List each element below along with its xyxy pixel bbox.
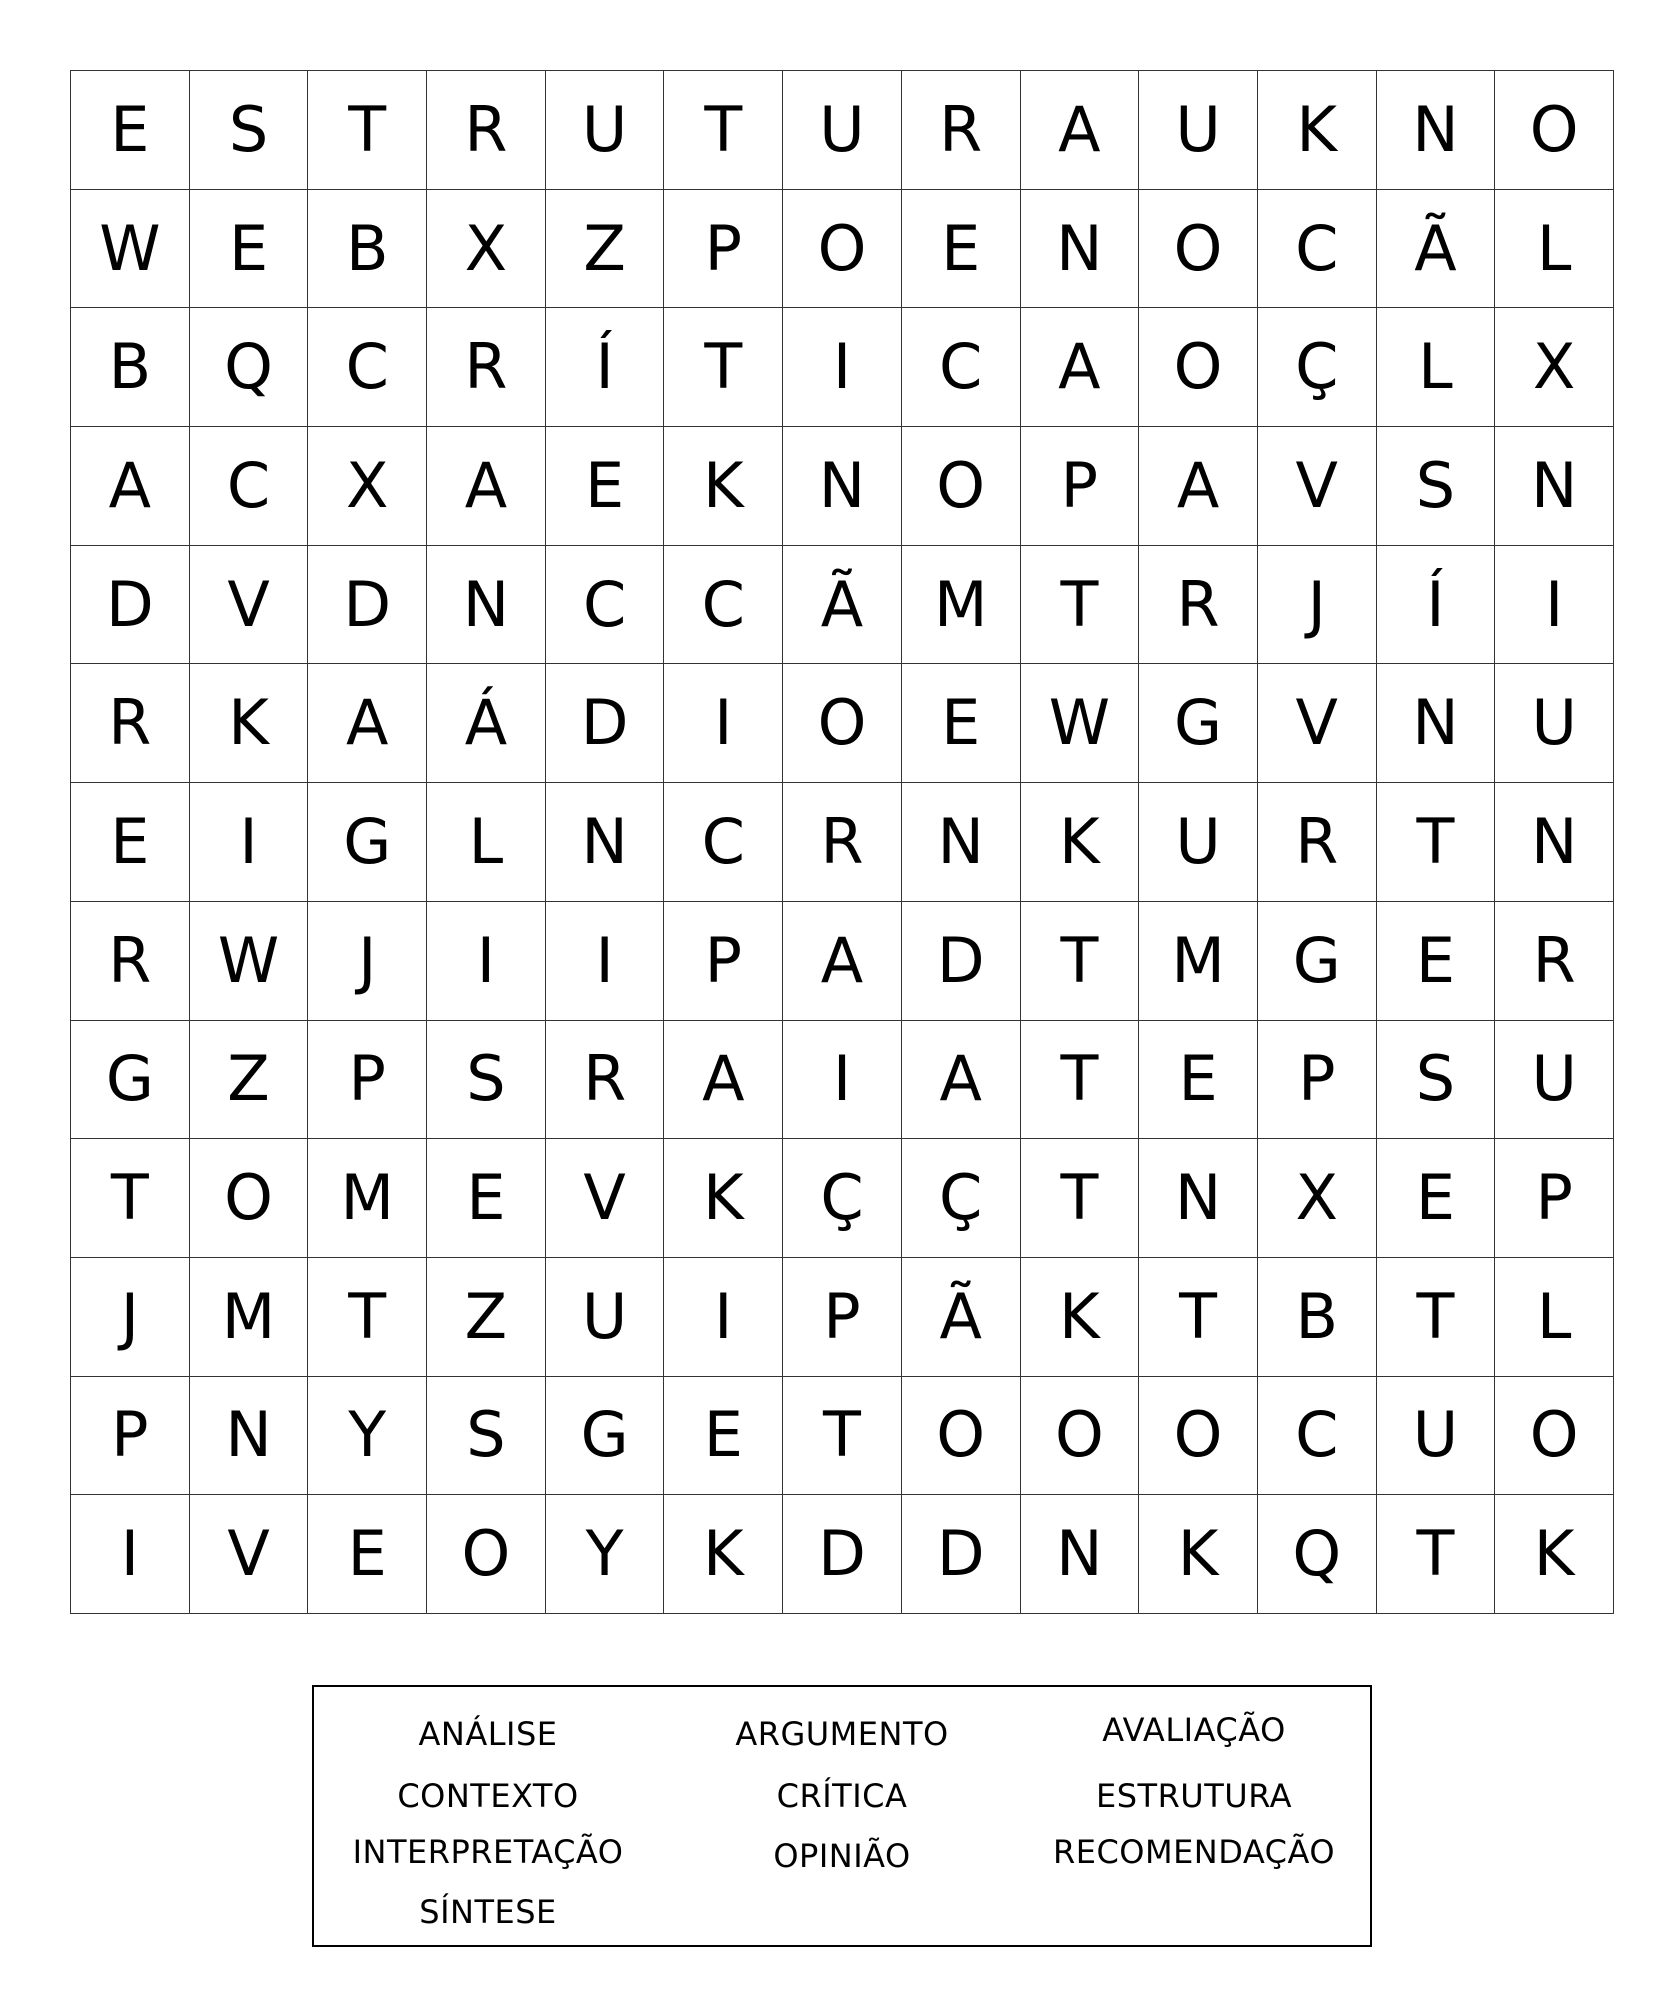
grid-cell[interactable]: R [1495,902,1614,1021]
word-list-item: CONTEXTO [397,1777,579,1815]
grid-cell[interactable]: L [1377,308,1496,427]
grid-cell[interactable]: O [783,190,902,309]
grid-cell[interactable]: M [1139,902,1258,1021]
letter-grid [70,70,1614,1614]
grid-cell[interactable]: E [71,783,190,902]
grid-cell[interactable]: N [1495,783,1614,902]
grid-cell[interactable]: K [190,664,309,783]
grid-cell[interactable]: L [1495,1258,1614,1377]
grid-cell[interactable]: K [1258,71,1377,190]
grid-cell[interactable]: D [546,664,665,783]
grid-cell[interactable]: T [308,1258,427,1377]
grid-cell[interactable]: J [1258,546,1377,665]
grid-cell[interactable]: K [1021,1258,1140,1377]
grid-cell[interactable]: G [1139,664,1258,783]
grid-cell[interactable]: N [783,427,902,546]
grid-cell[interactable]: O [1495,1377,1614,1496]
grid-cell[interactable]: T [71,1139,190,1258]
grid-cell[interactable]: Y [308,1377,427,1496]
grid-cell[interactable]: C [664,783,783,902]
grid-cell[interactable]: E [1377,1139,1496,1258]
grid-cell[interactable]: A [427,427,546,546]
grid-cell[interactable]: E [308,1495,427,1614]
grid-cell[interactable]: C [664,546,783,665]
grid-cell[interactable]: U [1495,664,1614,783]
grid-cell[interactable]: W [71,190,190,309]
grid-cell[interactable]: G [1258,902,1377,1021]
grid-cell[interactable]: Ã [783,546,902,665]
word-list-item: OPINIÃO [773,1837,911,1875]
word-list-box [312,1685,1372,1947]
grid-cell[interactable]: C [1258,1377,1377,1496]
grid-cell[interactable]: O [1495,71,1614,190]
grid-cell[interactable]: I [190,783,309,902]
grid-cell[interactable]: N [1021,190,1140,309]
grid-cell[interactable]: W [1021,664,1140,783]
grid-cell[interactable]: E [546,427,665,546]
grid-cell[interactable]: R [1139,546,1258,665]
grid-cell[interactable]: L [1495,190,1614,309]
grid-cell[interactable]: R [427,71,546,190]
grid-cell[interactable]: U [783,71,902,190]
grid-cell[interactable]: N [1021,1495,1140,1614]
grid-cell[interactable]: I [427,902,546,1021]
grid-cell[interactable]: S [190,71,309,190]
grid-cell[interactable]: B [308,190,427,309]
grid-cell[interactable]: A [71,427,190,546]
grid-cell[interactable]: T [783,1377,902,1496]
grid-cell[interactable]: B [71,308,190,427]
grid-cell[interactable]: R [427,308,546,427]
grid-cell[interactable]: X [1258,1139,1377,1258]
grid-cell[interactable]: A [1021,308,1140,427]
grid-cell[interactable]: C [308,308,427,427]
grid-cell[interactable]: A [664,1021,783,1140]
grid-cell[interactable]: R [71,902,190,1021]
grid-cell[interactable]: X [1495,308,1614,427]
grid-cell[interactable]: I [783,1021,902,1140]
grid-cell[interactable]: O [1139,1377,1258,1496]
grid-cell[interactable]: V [190,1495,309,1614]
grid-cell[interactable]: T [1021,546,1140,665]
grid-cell[interactable]: N [190,1377,309,1496]
grid-cell[interactable]: Í [546,308,665,427]
grid-cell[interactable]: K [1495,1495,1614,1614]
grid-cell[interactable]: E [902,664,1021,783]
grid-cell[interactable]: W [190,902,309,1021]
grid-cell[interactable]: C [190,427,309,546]
grid-cell[interactable]: R [546,1021,665,1140]
grid-cell[interactable]: P [783,1258,902,1377]
word-list-item: ARGUMENTO [735,1715,949,1753]
grid-cell[interactable]: Í [1377,546,1496,665]
grid-cell[interactable]: P [71,1377,190,1496]
grid-cell[interactable]: U [546,1258,665,1377]
grid-cell[interactable]: T [1021,902,1140,1021]
grid-cell[interactable]: I [546,902,665,1021]
grid-cell[interactable]: Ã [902,1258,1021,1377]
grid-cell[interactable]: N [1377,664,1496,783]
grid-cell[interactable]: G [308,783,427,902]
grid-cell[interactable]: I [71,1495,190,1614]
grid-cell[interactable]: Ç [1258,308,1377,427]
grid-cell[interactable]: U [1377,1377,1496,1496]
grid-cell[interactable]: N [546,783,665,902]
grid-cell[interactable]: X [427,190,546,309]
grid-cell[interactable]: J [308,902,427,1021]
grid-cell[interactable]: Ã [1377,190,1496,309]
grid-cell[interactable]: K [664,427,783,546]
word-list-item: CRÍTICA [776,1777,908,1815]
grid-cell[interactable]: E [664,1377,783,1496]
grid-cell[interactable]: O [783,664,902,783]
grid-cell[interactable]: N [427,546,546,665]
grid-cell[interactable]: O [427,1495,546,1614]
grid-cell[interactable]: Q [1258,1495,1377,1614]
grid-cell[interactable]: R [71,664,190,783]
grid-cell[interactable]: T [1021,1139,1140,1258]
grid-cell[interactable]: P [1258,1021,1377,1140]
grid-cell[interactable]: C [1258,190,1377,309]
grid-cell[interactable]: K [1021,783,1140,902]
grid-cell[interactable]: V [1258,427,1377,546]
grid-cell[interactable]: I [1495,546,1614,665]
grid-cell[interactable]: X [308,427,427,546]
grid-cell[interactable]: N [1377,71,1496,190]
grid-cell[interactable]: O [902,427,1021,546]
word-list-item: INTERPRETAÇÃO [352,1833,624,1871]
grid-cell[interactable]: K [664,1495,783,1614]
grid-cell[interactable]: C [902,308,1021,427]
grid-cell[interactable]: Z [546,190,665,309]
grid-cell[interactable]: I [783,308,902,427]
grid-cell[interactable]: T [664,71,783,190]
grid-cell[interactable]: T [1377,783,1496,902]
grid-cell[interactable]: U [1495,1021,1614,1140]
word-list-item: ANÁLISE [418,1715,558,1753]
grid-cell[interactable]: R [902,71,1021,190]
word-list-item: ESTRUTURA [1095,1777,1293,1815]
grid-cell[interactable]: T [308,71,427,190]
grid-cell[interactable]: P [308,1021,427,1140]
grid-cell[interactable]: V [190,546,309,665]
grid-cell[interactable]: E [71,71,190,190]
grid-cell[interactable]: T [1377,1495,1496,1614]
grid-cell[interactable]: K [1139,1495,1258,1614]
grid-cell[interactable]: S [1377,427,1496,546]
grid-cell[interactable]: Ç [902,1139,1021,1258]
grid-cell[interactable]: P [1495,1139,1614,1258]
grid-cell[interactable]: U [1139,783,1258,902]
grid-cell[interactable]: A [783,902,902,1021]
grid-cell[interactable]: Y [546,1495,665,1614]
grid-cell[interactable]: S [427,1377,546,1496]
grid-cell[interactable]: S [427,1021,546,1140]
word-list-item: SÍNTESE [419,1893,557,1931]
grid-cell[interactable]: T [1139,1258,1258,1377]
grid-cell[interactable]: P [1021,427,1140,546]
grid-cell[interactable]: Z [427,1258,546,1377]
grid-cell[interactable]: N [1139,1139,1258,1258]
grid-cell[interactable]: C [546,546,665,665]
grid-cell[interactable]: U [546,71,665,190]
grid-cell[interactable]: R [783,783,902,902]
grid-cell[interactable]: P [664,902,783,1021]
word-list-item: AVALIAÇÃO [1102,1711,1286,1749]
grid-cell[interactable]: E [190,190,309,309]
grid-cell[interactable]: S [1377,1021,1496,1140]
grid-cell[interactable]: V [546,1139,665,1258]
grid-cell[interactable]: D [783,1495,902,1614]
grid-cell[interactable]: K [664,1139,783,1258]
grid-cell[interactable]: O [1139,190,1258,309]
grid-cell[interactable]: D [902,1495,1021,1614]
grid-cell[interactable]: D [71,546,190,665]
grid-cell[interactable]: N [1495,427,1614,546]
word-list-item: RECOMENDAÇÃO [1052,1833,1336,1871]
grid-cell[interactable]: E [427,1139,546,1258]
grid-cell[interactable]: D [308,546,427,665]
grid-cell[interactable]: E [1139,1021,1258,1140]
grid-cell[interactable]: D [902,902,1021,1021]
grid-cell[interactable]: N [902,783,1021,902]
grid-cell[interactable]: V [1258,664,1377,783]
grid-cell[interactable]: O [190,1139,309,1258]
grid-cell[interactable]: L [427,783,546,902]
grid-cell[interactable]: Z [190,1021,309,1140]
grid-cell[interactable]: Á [427,664,546,783]
grid-cell[interactable]: A [308,664,427,783]
grid-cell[interactable]: E [1377,902,1496,1021]
grid-cell[interactable]: Q [190,308,309,427]
grid-cell[interactable]: J [71,1258,190,1377]
grid-cell[interactable]: M [190,1258,309,1377]
grid-cell[interactable]: E [902,190,1021,309]
grid-cell[interactable]: I [664,664,783,783]
grid-cell[interactable]: M [308,1139,427,1258]
grid-cell[interactable]: M [902,546,1021,665]
grid-cell[interactable]: A [1021,71,1140,190]
grid-cell[interactable]: R [1258,783,1377,902]
grid-cell[interactable]: O [1021,1377,1140,1496]
grid-cell[interactable]: P [664,190,783,309]
grid-cell[interactable]: T [1377,1258,1496,1377]
grid-cell[interactable]: B [1258,1258,1377,1377]
grid-cell[interactable]: T [664,308,783,427]
grid-cell[interactable]: U [1139,71,1258,190]
grid-cell[interactable]: A [902,1021,1021,1140]
grid-cell[interactable]: Ç [783,1139,902,1258]
grid-cell[interactable]: T [1021,1021,1140,1140]
grid-cell[interactable]: O [1139,308,1258,427]
grid-cell[interactable]: I [664,1258,783,1377]
grid-cell[interactable]: G [71,1021,190,1140]
grid-cell[interactable]: A [1139,427,1258,546]
grid-cell[interactable]: G [546,1377,665,1496]
grid-cell[interactable]: O [902,1377,1021,1496]
